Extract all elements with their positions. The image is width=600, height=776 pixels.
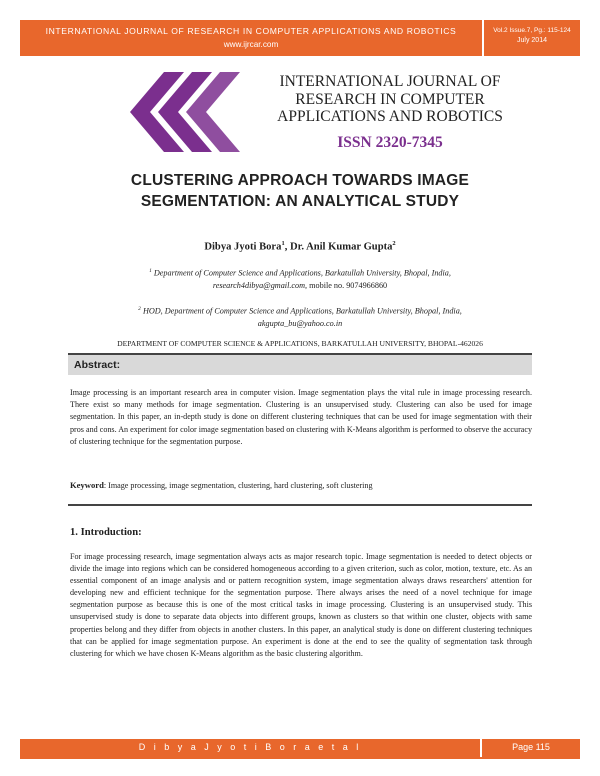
- keywords: [70, 480, 532, 490]
- affiliation-email[interactable]: research4dibya@gmail.com,: [212, 280, 308, 290]
- author-name: Dr. Anil Kumar Gupta: [289, 241, 393, 253]
- affiliation-text: HOD, Department of Computer Science and Applications, Barkatullah University, Bhopal, India,: [142, 306, 462, 316]
- header-date: July 2014: [517, 37, 547, 44]
- introduction-text: For image processing research, image segmentation always acts as major research topic. Image segmentation is needed to detect objects or divide the image into regions which can be considered homogeneous according to a given criterion, such as color, motion, texture, etc. As an essential component of an image analysis and or pattern recognition system, image segmentation always draws researchers' attention for developing new and efficient technique for the segmentation purpose. There always arises the need of a novel technique for image segmentation purpose as because this is one of the most critical tasks in image processing. Clustering is an unsupervised study. This unsupervised study is done to separate data objects into different groups, known as clusters so that within one cluster, objects with same properties belong and they differ from objects in another clusters. In this paper, an analytical study is done on different clustering techniques that can be applied for image segmentation purpose. An experiment is done at the end to see the quality of segmentation task through clustering for which we have chosen K-Means algorithm as the basic clustering algorithm.: [70, 552, 532, 658]
- footer-author-bar: [20, 739, 480, 757]
- masthead-journal-name: [252, 73, 528, 126]
- footer-author: D i b y a J y o t i B o r a e t a l: [138, 742, 362, 752]
- header-journal-name: INTERNATIONAL JOURNAL OF RESEARCH IN COMPUTER APPLICATIONS AND ROBOTICS: [45, 26, 457, 36]
- header-url: www.ijrcar.com: [223, 40, 279, 49]
- author-list: [40, 240, 560, 253]
- affiliation: [90, 265, 510, 292]
- paper-title: [40, 170, 560, 212]
- paper-title-line: CLUSTERING APPROACH TOWARDS IMAGE: [130, 172, 470, 189]
- affiliation-text: Department of Computer Science and Applications, Barkatullah University, Bhopal, India,: [153, 268, 451, 278]
- issn: ISSN 2320-7345: [337, 134, 443, 151]
- masthead-line: INTERNATIONAL JOURNAL OF: [279, 73, 501, 90]
- abstract-text: Image processing is an important research area in computer vision. Image segmentation plays the vital rule in image processing research. There exist so many methods for image segmentation. Clustering is an unsupervised study. Clustering can also be used for image segmentation. In this paper, an in-depth study is done on different clustering techniques that can be used for image segmentation with their pros and cons. An experiment for color image segmentation based on clustering with K-Means algorithm is performed to observe the accuracy of clustering technique for the segmentation purpose.: [70, 388, 532, 446]
- header-issue-box: [484, 20, 580, 56]
- author-separator: ,: [284, 241, 290, 253]
- divider: [68, 504, 532, 506]
- author-affiliation-mark: 1: [281, 240, 285, 247]
- affiliation: [90, 303, 510, 330]
- header-volume: Vol.2 Issue.7, Pg.: 115-124: [493, 27, 571, 34]
- affiliation-mobile: mobile no. 9074966860: [307, 280, 388, 290]
- abstract-heading: Abstract:: [74, 359, 121, 371]
- footer-rule: [20, 757, 580, 759]
- footer-page-box: [482, 739, 580, 757]
- page-number: Page 115: [512, 742, 550, 752]
- affiliation-mark: 1: [149, 268, 152, 274]
- header-banner: [20, 20, 482, 56]
- department-line: DEPARTMENT OF COMPUTER SCIENCE & APPLICATIONS, BARKATULLAH UNIVERSITY, BHOPAL-462026: [117, 339, 483, 348]
- section-heading-introduction: 1. Introduction:: [70, 527, 142, 538]
- paper-title-line: SEGMENTATION: AN ANALYTICAL STUDY: [140, 193, 460, 210]
- keywords-text: : Image processing, image segmentation, clustering, hard clustering, soft clustering: [103, 481, 373, 490]
- author-name: Dibya Jyoti Bora: [204, 241, 282, 253]
- journal-logo-icon: [120, 70, 250, 155]
- author-affiliation-mark: 2: [392, 240, 396, 247]
- keywords-label: Keyword: [70, 480, 104, 490]
- masthead-line: RESEARCH IN COMPUTER: [295, 90, 485, 108]
- affiliation-email[interactable]: akgupta_bu@yahoo.co.in: [257, 318, 343, 328]
- masthead-line: APPLICATIONS AND ROBOTICS: [277, 108, 503, 125]
- affiliation-mark: 2: [138, 306, 141, 312]
- abstract-heading-bar: [68, 355, 532, 375]
